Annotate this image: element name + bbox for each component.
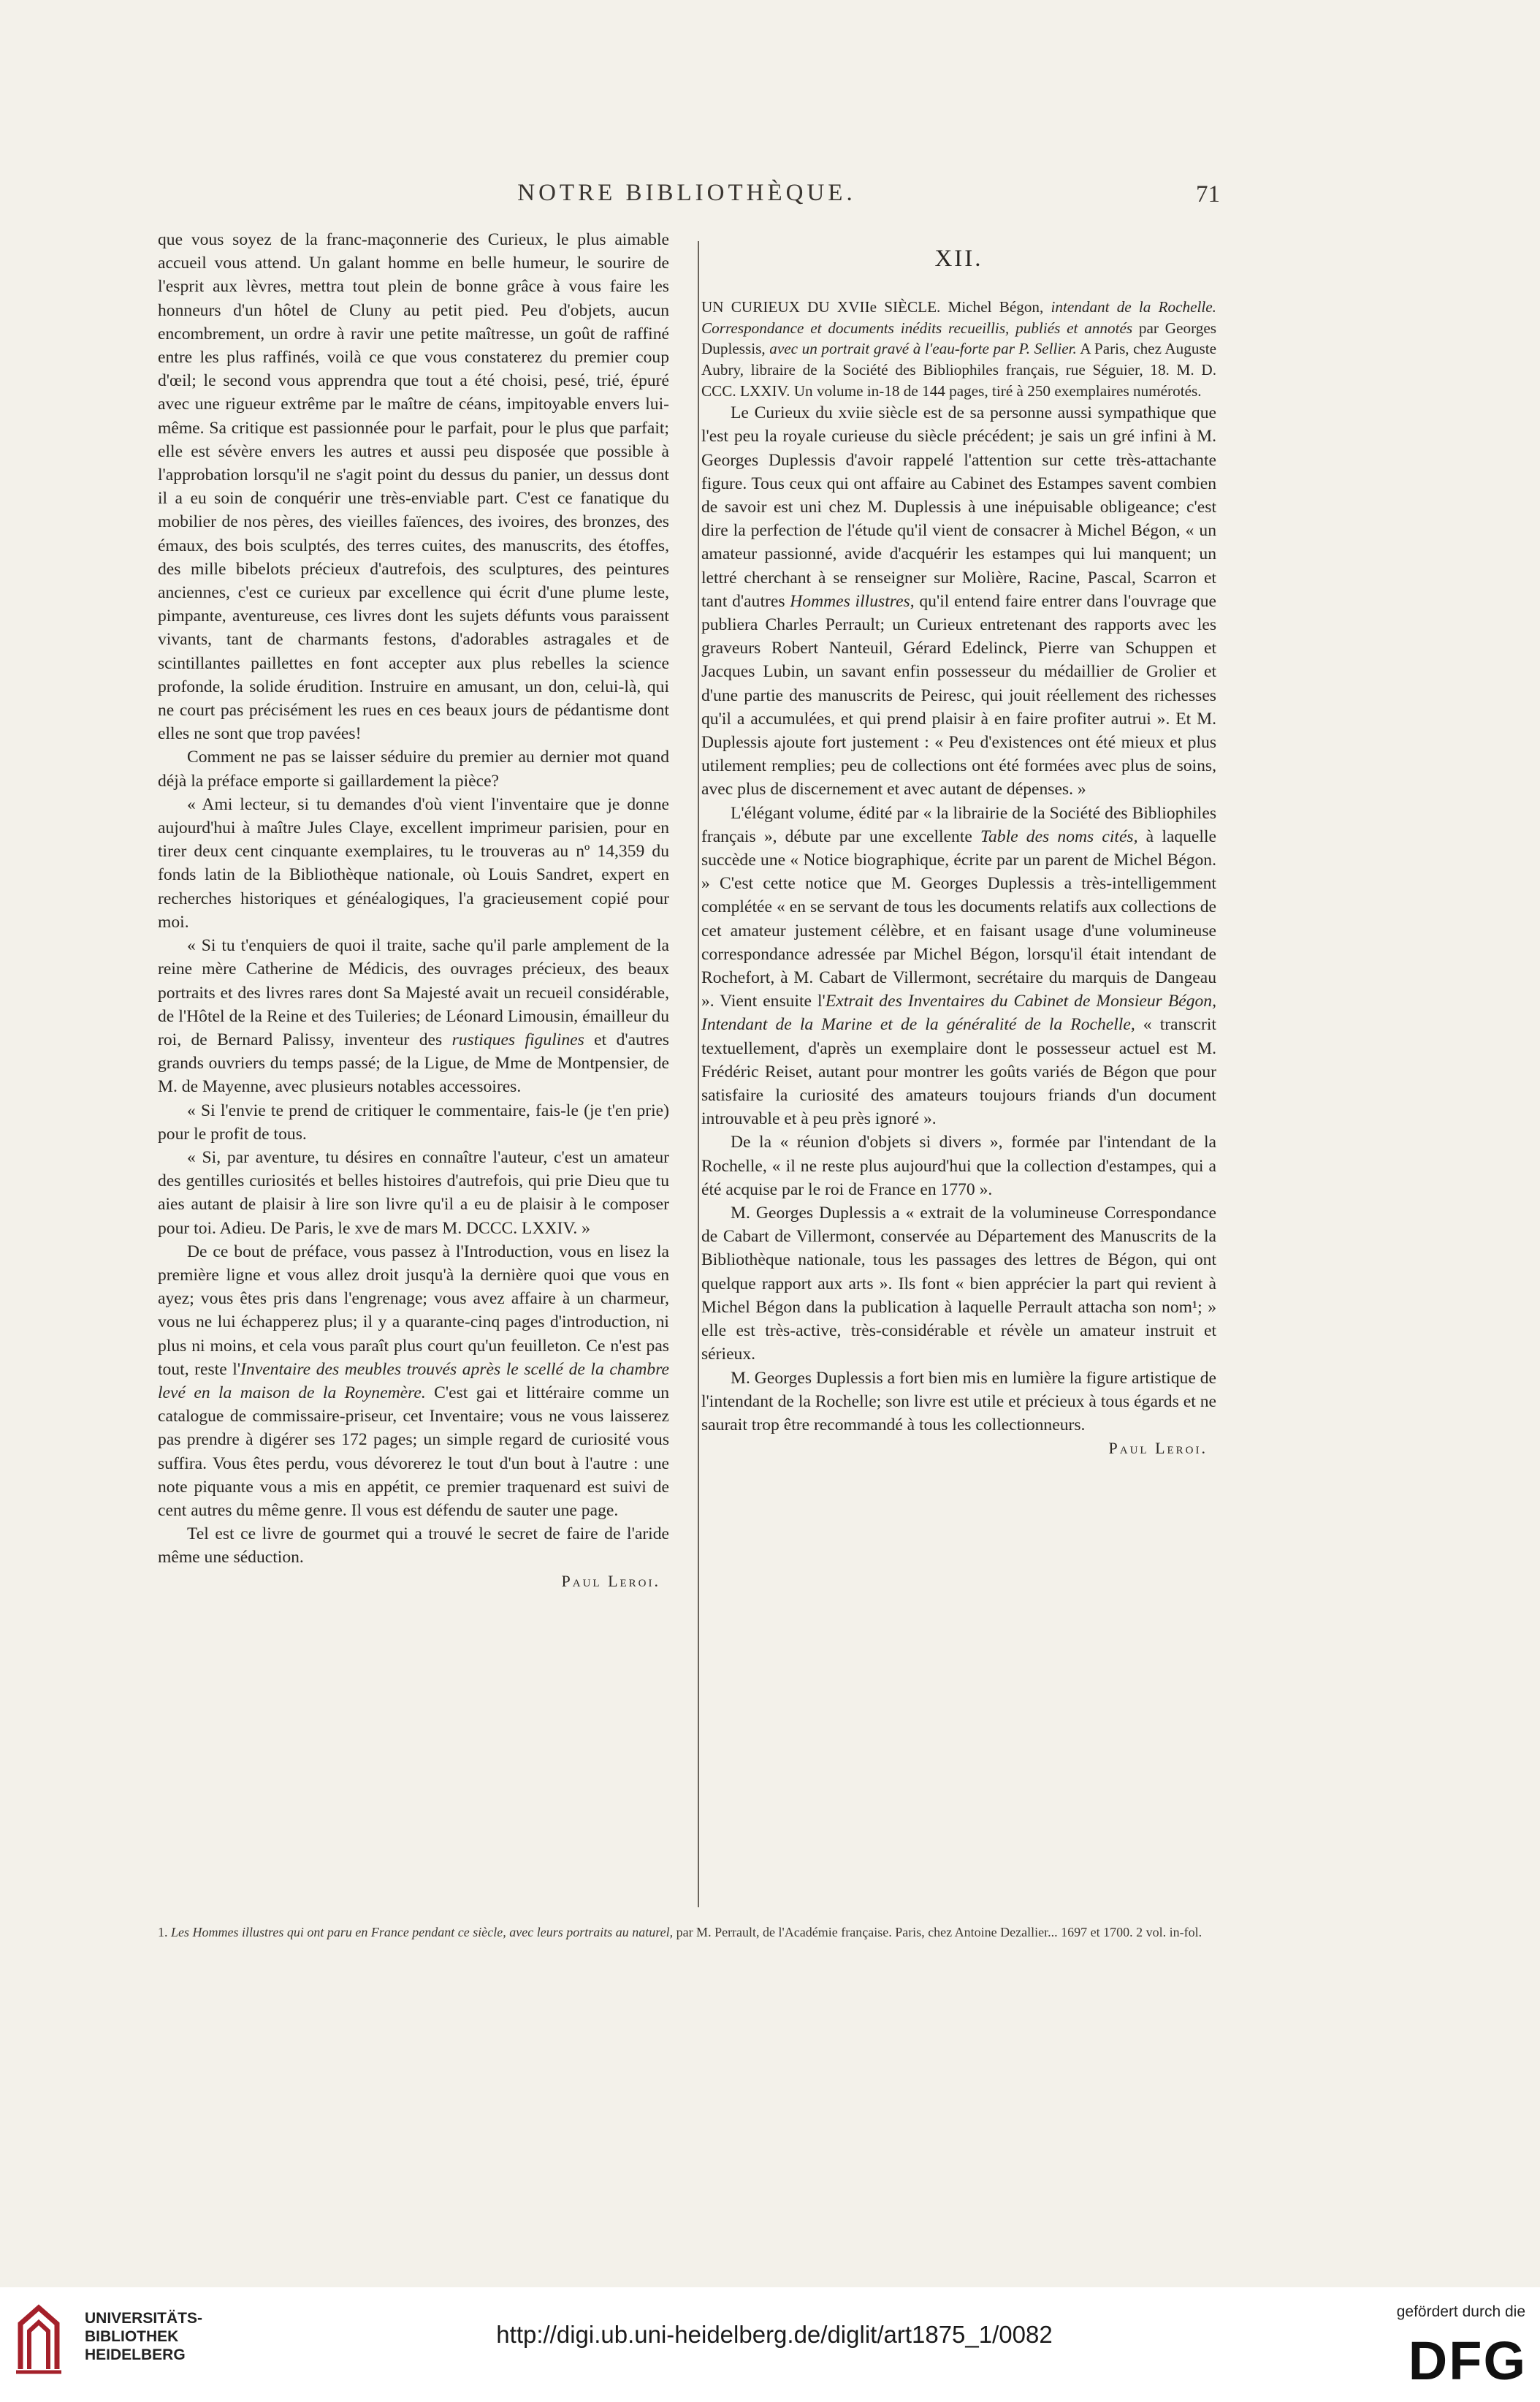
library-name-line: UNIVERSITÄTS- [85, 2310, 203, 2327]
paragraph [701, 802, 1216, 1131]
italic-run: Extrait des Inventaires du Cabinet de Monsieur Bégon, Intendant de la Marine et de la généralité de la Rochelle, [701, 992, 1216, 1035]
library-name-line: HEIDELBERG [85, 2346, 186, 2363]
paragraph: « Ami lecteur, si tu demandes d'où vient l'inventaire que je donne aujourd'hui à maître Jules Claye, excellent imprimeur parisien, pour en tirer deux cent cinquante exemplaires, tu le trouveras au nº 14,359 du fonds latin de la Bibliothèque nationale, où Louis Sandret, expert en recherches historiques et généalogiques, l'a gracieusement copié pour moi. [158, 794, 669, 932]
library-name-line: BIBLIOTHEK [85, 2328, 179, 2345]
sponsor-text: gefördert durch die [1396, 2303, 1525, 2320]
left-column [158, 228, 669, 1593]
paragraph: M. Georges Duplessis a fort bien mis en lumière la figure artistique de l'intendant de la Rochelle; son livre est utile et précieux à tous égards et ne saurait trop être recommandé à tous les collectionneurs. [701, 1368, 1216, 1434]
footnote [158, 1922, 1210, 1942]
footnote-text: par M. Perrault, de l'Académie française. Paris, chez Antoine Dezallier... 1697 et 1700. 2 vol. in-fol. [673, 1925, 1202, 1939]
signature: Paul Leroi. [1108, 1439, 1208, 1458]
column-divider [698, 241, 699, 1907]
paragraph [701, 401, 1216, 801]
italic-run: Hommes illustres, [790, 591, 915, 611]
italic-run: avec un portrait gravé à l'eau-forte par P. Sellier. [769, 340, 1077, 358]
italic-run: Table des noms cités, [980, 826, 1138, 846]
signature: Paul Leroi. [561, 1571, 660, 1590]
italic-run: intendant de la Rochelle. Correspondance et documents inédits recueillis, publiés et annotés [701, 298, 1216, 337]
text-run: et d'autres grands ouvriers du temps passé; de la Ligue, de Mme de Montpensier, de M. de Mayenne, avec plusieurs notables accessoires. [158, 1030, 669, 1097]
paragraph: Comment ne pas se laisser séduire du premier au dernier mot quand déjà la préface emporte si gaillardement la pièce? [158, 748, 669, 791]
paragraph: que vous soyez de la franc-maçonnerie des Curieux, le plus aimable accueil vous attend. Un galant homme en belle humeur, le sourire de l'esprit aux lèvres, mettra tout plein de bonne grâce à vous faire les honneurs d'un hôtel de Cluny au petit pied. Peu d'objets, aucun encombrement, un ordre à ravir une petite maîtresse, un goût de raffiné entre les plus raffinés, voilà ce que vous constaterez du premier coup d'œil; le second vous apprendra que tout a été choisi, pesé, trié, épuré avec une rigueur extrême par le maître de céans, impitoyable envers lui-même. Sa critique est passionnée pour le parfait, pour le plus que parfait; elle est sévère envers les autres et aussi peu disposée que possible à l'approbation lorsqu'il ne s'agit point du dessus du panier, un dessus dont il a eu soin de conquérir une très-enviable part. C'est ce fanatique du mobilier de nos pères, des vieilles faïences, des ivoires, des bronzes, des émaux, des bois sculptés, des terres cuites, des manuscrits, des étoffes, des mille bibelots précieux d'autrefois, des sculptures, des peintures anciennes, c'est ce curieux par excellence qui écrit d'une plume leste, pimpante, aventureuse, ces livres dont les sujets défunts vous paraissent vivants, tant de charmants festons, d'adorables astragales et de scintillantes paillettes en font accepter aux plus rebelles la science profonde, la solide érudition. Instruire en amusant, un don, celui-là, qui ne court pas précisément les rues en ces beaux jours de pédantisme dont elles ne sont que trop pavées! [158, 230, 669, 744]
text-run: « Si tu t'enquiers de quoi il traite, sache qu'il parle amplement de la reine mère Catherine de Médicis, des ouvrages précieux, des beaux portraits et des livres rares dont Sa Majesté avait un recueil considérable, de l'Hôtel de la Reine et des Tuileries; de Léonard Limousin, émailleur du roi, de Bernard Palissy, inventeur des [158, 936, 669, 1049]
footnote-marker: 1. [158, 1925, 168, 1939]
text-run: qu'il entend faire entrer dans l'ouvrage que publiera Charles Perrault; un Curieux entretenant des rapports avec les graveurs Robert Nanteuil, Gérard Edelinck, Pierre van Schuppen et Jacques Lubin, un savant enfin possesseur du médaillier de Grolier et d'une partie des manuscrits de Peiresc, qui jouit réellement des richesses qu'il a accumulées, et qui prend plaisir à en faire profiter autrui ». Et M. Duplessis ajoute fort justement : « Peu d'existences ont été mieux et plus utilement remplies; peu de collections ont été formées avec plus de soins, avec plus de discernement et avec autant de dépenses. » [701, 591, 1216, 799]
text-run: Le Curieux du xviie siècle est de sa personne aussi sympathique que l'est peu la royale curieuse du siècle précédent; je sais un gré infini à M. Georges Duplessis d'avoir rappelé l'attention sur cette très-attachante figure. Tous ceux qui ont affaire au Cabinet des Estampes savent combien de savoir est uni chez M. Duplessis à une inépuisable obligeance; c'est dire la perfection de l'étude qu'il vient de consacrer à Michel Bégon, « un amateur passionné, avide d'acquérir les estampes qui lui manquent; un lettré cherchant à se renseigner sur Molière, Racine, Pascal, Scarron et tant d'autres [701, 403, 1216, 611]
paragraph: Tel est ce livre de gourmet qui a trouvé le secret de faire de l'aride même une séduction. [158, 1524, 669, 1567]
italic-run: rustiques figulines [451, 1030, 584, 1049]
paragraph [158, 934, 669, 1098]
paragraph: De la « réunion d'objets si divers », formée par l'intendant de la Rochelle, « il ne reste plus aujourd'hui que la collection d'estampes, qui a été acquise par le roi de France en 1770 ». [701, 1133, 1216, 1199]
paragraph: « Si, par aventure, tu désires en connaître l'auteur, c'est un amateur des gentilles curiosités et belles histoires d'autrefois, qui prie Dieu que tu aies autant de plaisir à lire son livre qu'il a eu de plaisir à le composer pour toi. Adieu. De Paris, le xve de mars M. DCCC. LXXIV. » [158, 1147, 669, 1238]
text-run: par Georges Duplessis, [701, 319, 1216, 358]
library-name[interactable] [85, 2309, 202, 2364]
paragraph: M. Georges Duplessis a « extrait de la volumineuse Correspondance de Cabart de Villermont, conservée au Département des Manuscrits de la Bibliothèque nationale, tous les passages des lettres de Bégon, qui ont quelque rapport aux arts ». Ils font « bien apprécier la part qui revient à Michel Bégon dans la publication à laquelle Perrault attacha son nom¹; » elle est très-active, très-considérable et révèle un amateur instruit et sérieux. [701, 1204, 1216, 1364]
paragraph: « Si l'envie te prend de critiquer le commentaire, fais-le (je t'en prie) pour le profit de tous. [158, 1101, 669, 1144]
text-run: « transcrit textuellement, d'après un exemplaire dont le possesseur actuel est M. Frédéric Reiset, autant pour montrer les goûts variés de Bégon que pour satisfaire la curiosité des amateurs toujours friands d'un document introuvable et à peu près ignoré ». [701, 1015, 1216, 1129]
source-url-link[interactable]: http://digi.ub.uni-heidelberg.de/diglit/art1875_1/0082 [496, 2321, 1053, 2348]
text-run: UN CURIEUX DU XVIIe SIÈCLE. Michel Bégon, [701, 298, 1051, 316]
text-run: A Paris, chez Auguste Aubry, libraire de la Société des Bibliophiles français, rue Séguier, 18. M. D. CCC. LXXIV. Un volume in-18 de 144 pages, tiré à 250 exemplaires numérotés. [701, 340, 1216, 400]
text-run: De ce bout de préface, vous passez à l'Introduction, vous en lisez la première ligne et vous allez droit jusqu'à la dernière quoi que vous en ayez; vous êtes pris dans l'engrenage; vous avez affaire à un charmeur, vous ne lui échapperez plus; il y a quarante-cinq pages d'introduction, ni plus ni moins, et cela vous paraît plus court qu'un feuilleton. Ce n'est pas tout, reste l' [158, 1242, 669, 1379]
text-run: C'est gai et littéraire comme un catalogue de commissaire-priseur, cet Inventaire; vous ne vous laisserez pas prendre à digérer ses 172 pages; un simple regard de curiosité vous suffira. Vous êtes perdu, vous dévorerez le tout d'un bout à l'autre : une note piquante vous a mis en appétit, ce premier traquenard est suivi de cent autres du même genre. Il vous est défendu de sauter une page. [158, 1383, 669, 1520]
section-number: XII. [934, 246, 983, 272]
footnote-italic: Les Hommes illustres qui ont paru en France pendant ce siècle, avec leurs portraits au naturel, [171, 1925, 674, 1939]
text-run: L'élégant volume, édité par « la librairie de la Société des Bibliophiles français », débute par une excellente [701, 803, 1216, 846]
dfg-logo[interactable]: DFG [1408, 2330, 1527, 2391]
bibliographic-entry [701, 297, 1216, 401]
text-run: à laquelle succède une « Notice biographique, écrite par un parent de Michel Bégon. » C'est cette notice que M. Georges Duplessis a très-intelligemment complétée « en se servant de tous les documents relatifs aux collections de cet amateur justement célèbre, et en faisant usage d'une volumineuse correspondance adressée par Michel Bégon, lorsqu'il était intendant de Rochefort, à M. Cabart de Villermont, secrétaire du marquis de Dangeau ». Vient ensuite l' [701, 826, 1216, 1011]
italic-run: Inventaire des meubles trouvés après le scellé de la chambre levé en la maison de la Roynemère. [158, 1359, 669, 1402]
ub-heidelberg-logo-icon[interactable] [13, 2302, 64, 2375]
running-title: NOTRE BIBLIOTHÈQUE. [517, 180, 856, 206]
paragraph [158, 1240, 669, 1522]
page-number: 71 [1196, 181, 1220, 208]
right-column [701, 228, 1216, 1460]
